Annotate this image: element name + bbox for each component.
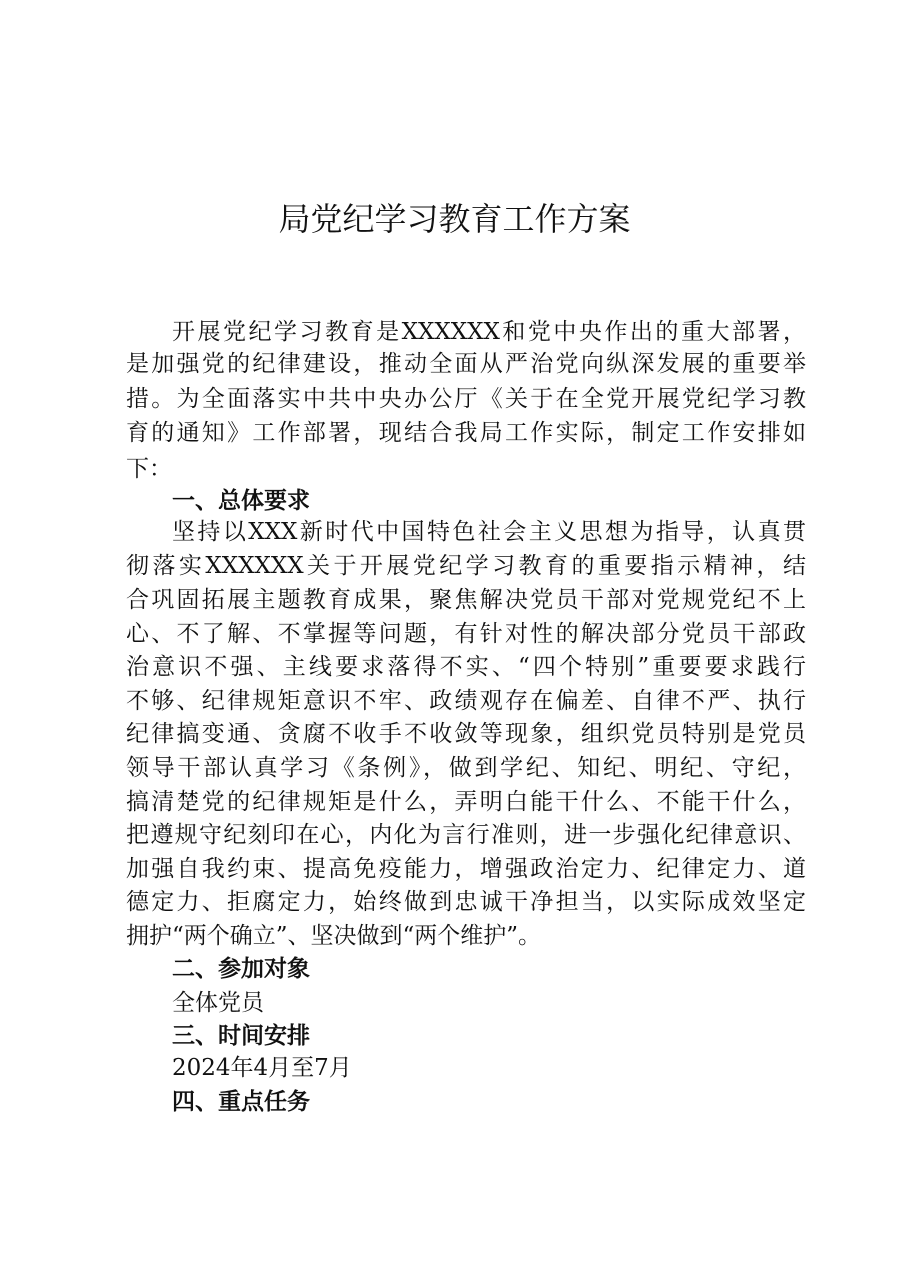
section1-line-10: 把遵规守纪刻印在心，内化为言行准则，进一步强化纪律意识、 (126, 822, 806, 848)
section1-line-11: 加强自我约束、提高免疫能力，增强政治定力、纪律定力、道 (126, 856, 806, 882)
section-heading-2: 二、参加对象 (172, 956, 310, 982)
intro-line-3: 措。为全面落实中共中央办公厅《关于在全党开展党纪学习教 (126, 386, 806, 412)
section1-line-1: 坚持以XXX新时代中国特色社会主义思想为指导，认真贯 (172, 519, 806, 545)
section1-line-3: 合巩固拓展主题教育成果，聚焦解决党员干部对党规党纪不上 (126, 587, 806, 613)
intro-line-5: 下： (126, 456, 172, 482)
section-heading-3: 三、时间安排 (172, 1023, 310, 1049)
intro-line-1: 开展党纪学习教育是XXXXXX和党中央作出的重大部署， (172, 319, 806, 345)
section2-body: 全体党员 (172, 990, 264, 1016)
section-heading-1: 一、总体要求 (172, 488, 310, 514)
section3-body: 2024年4月至7月 (172, 1055, 352, 1081)
section1-line-4: 心、不了解、不掌握等问题，有针对性的解决部分党员干部政 (126, 621, 806, 647)
section1-line-2: 彻落实XXXXXX关于开展党纪学习教育的重要指示精神，结 (126, 553, 806, 579)
intro-line-4: 育的通知》工作部署，现结合我局工作实际，制定工作安排如 (126, 420, 806, 446)
section1-line-7: 纪律搞变通、贪腐不收手不收敛等现象，组织党员特别是党员 (126, 721, 806, 747)
section1-line-12: 德定力、拒腐定力，始终做到忠诚干净担当，以实际成效坚定 (126, 889, 806, 915)
section-heading-4: 四、重点任务 (172, 1089, 310, 1115)
section1-line-9: 搞清楚党的纪律规矩是什么，弄明白能干什么、不能干什么， (126, 789, 806, 815)
section1-line-6: 不够、纪律规矩意识不牢、政绩观存在偏差、自律不严、执行 (126, 688, 806, 714)
section1-line-8: 领导干部认真学习《条例》，做到学纪、知纪、明纪、守纪， (126, 755, 806, 781)
section1-line-13: 拥护“两个确立”、坚决做到“两个维护”。 (126, 923, 542, 949)
intro-line-2: 是加强党的纪律建设，推动全面从严治党向纵深发展的重要举 (126, 351, 806, 377)
document-title: 局党纪学习教育工作方案 (278, 200, 631, 238)
section1-line-5: 治意识不强、主线要求落得不实、“四个特别”重要要求践行 (126, 654, 806, 680)
